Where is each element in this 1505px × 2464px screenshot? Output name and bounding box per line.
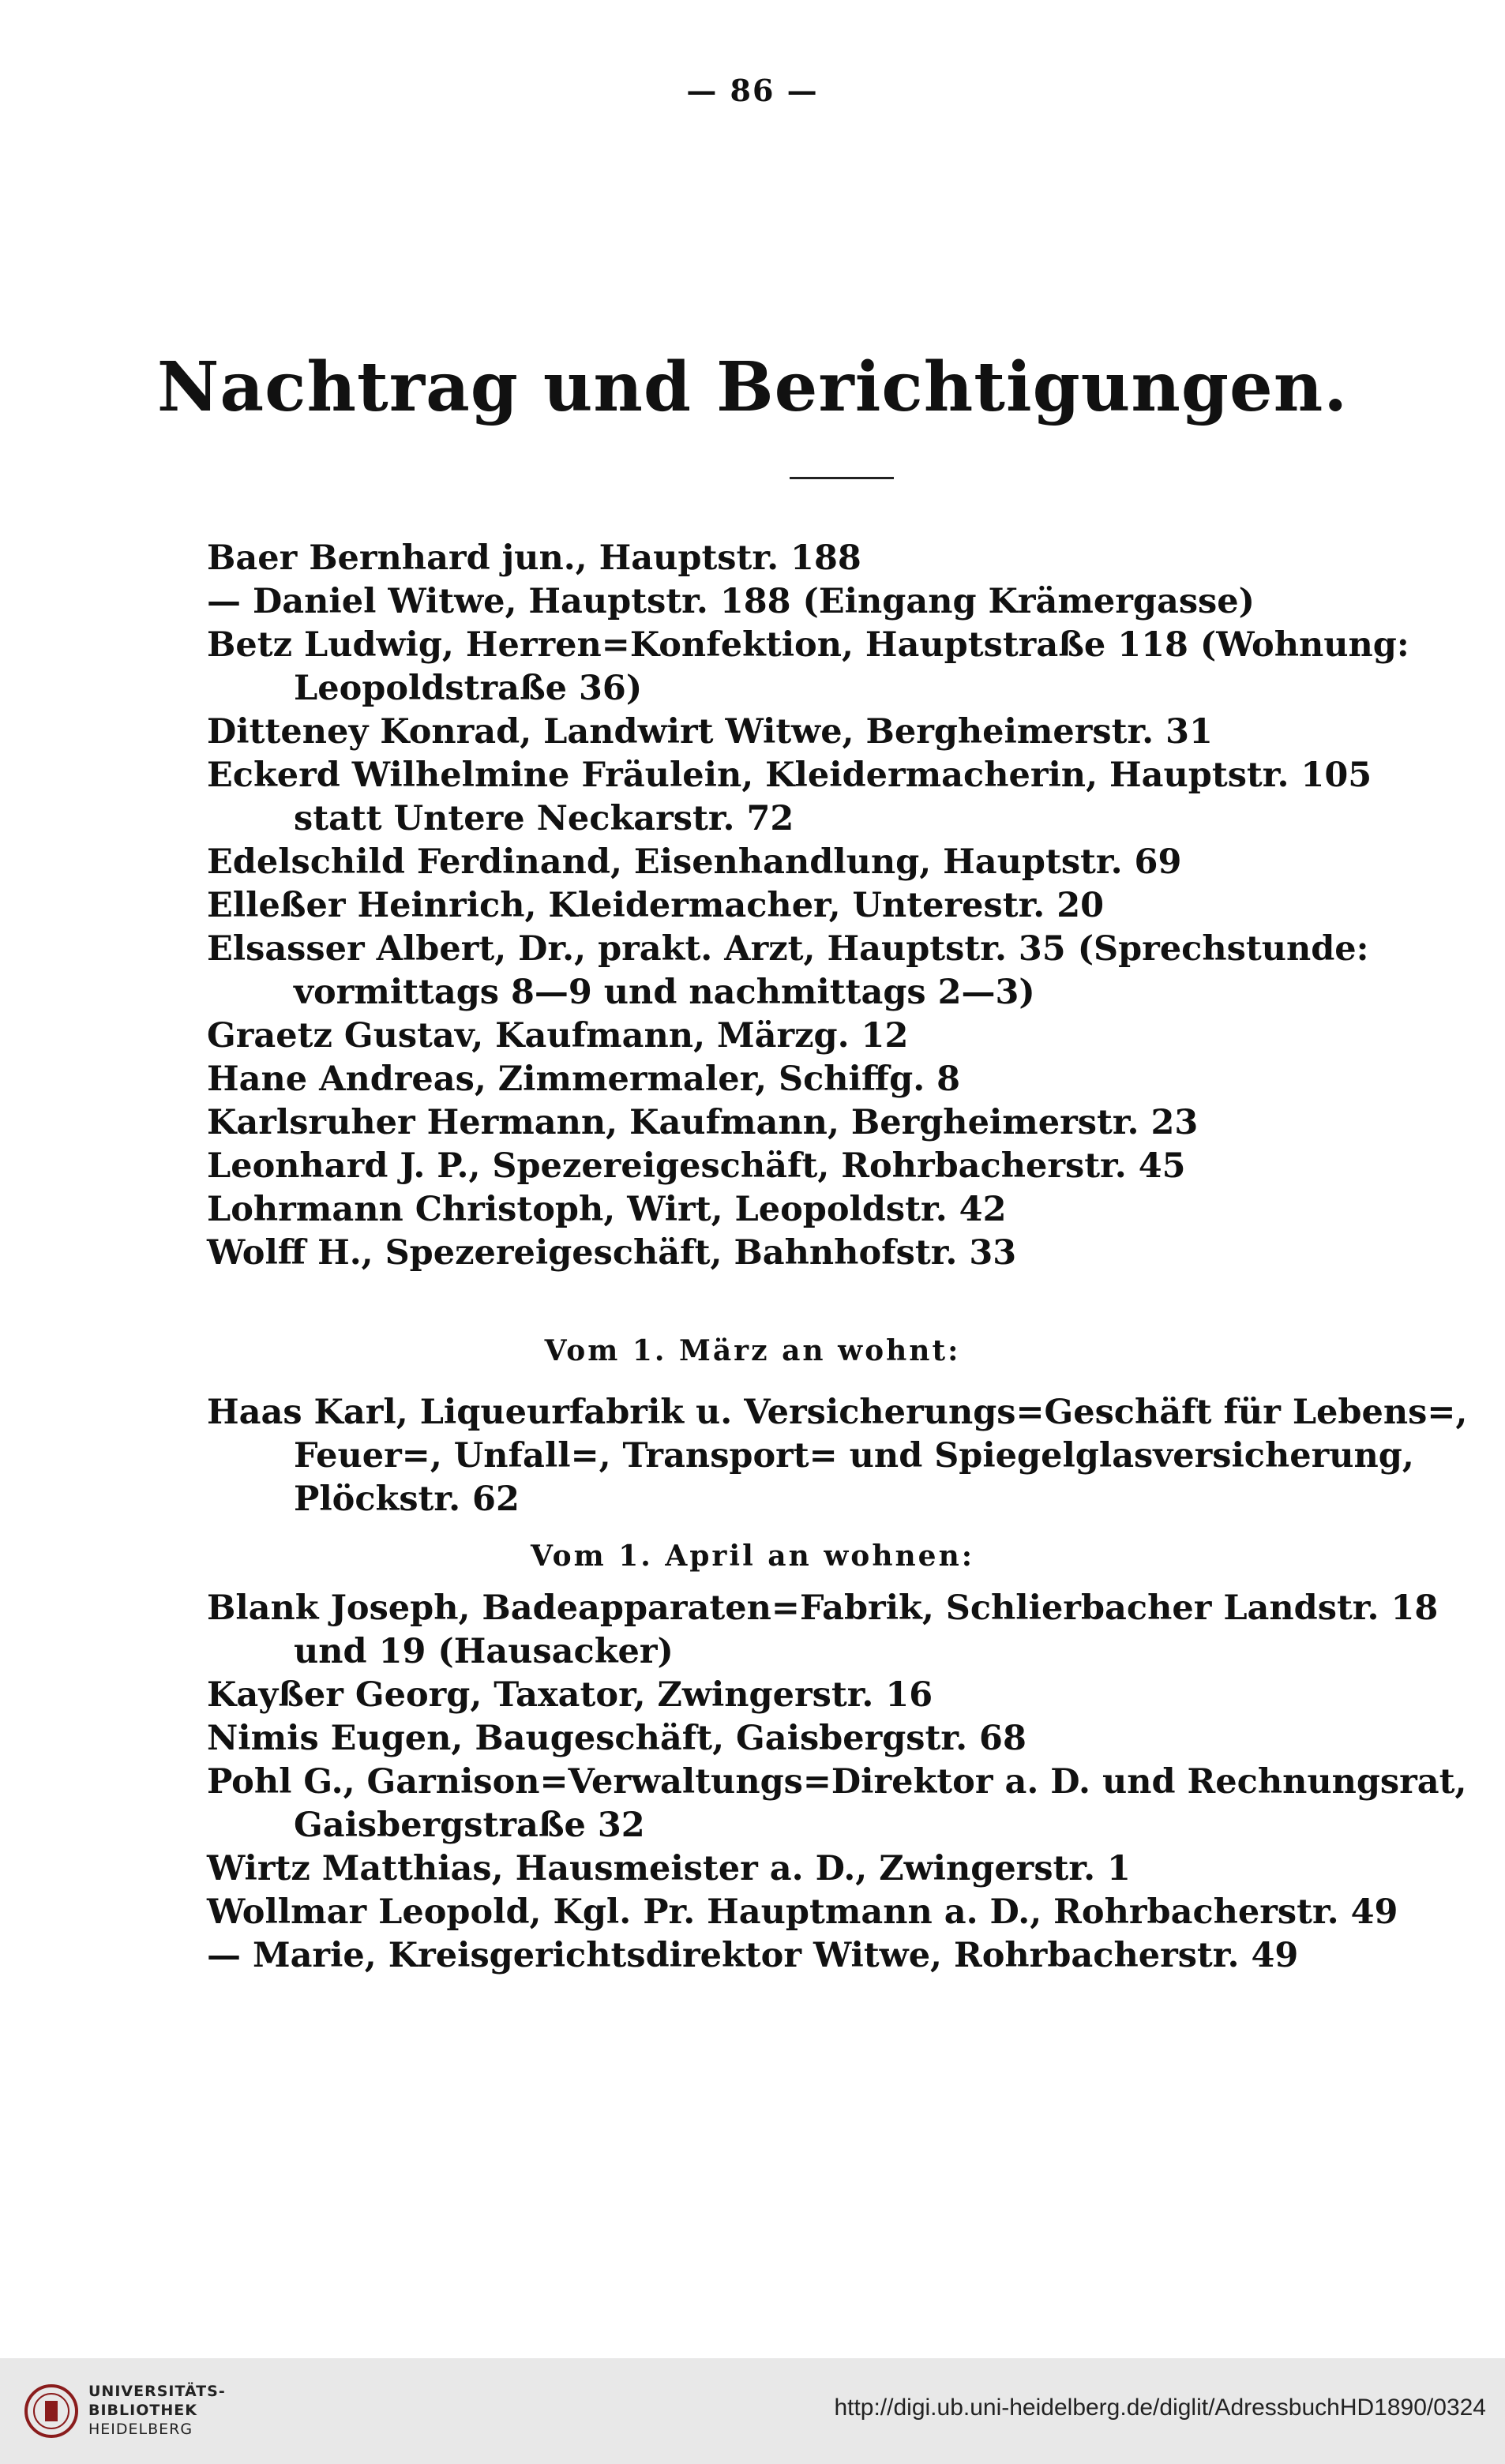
page-title: Nachtrag und Berichtigungen. xyxy=(156,347,1349,427)
list-item: Hane Andreas, Zimmermaler, Schiffg. 8 xyxy=(207,1059,961,1099)
list-item: Elleßer Heinrich, Kleidermacher, Unterestr. 20 xyxy=(207,886,1105,925)
list-item: Wolff H., Spezereigeschäft, Bahnhofstr. 33 xyxy=(207,1233,1017,1273)
section-heading-april: Vom 1. April an wohnen: xyxy=(530,1540,975,1573)
section-heading-march: Vom 1. März an wohnt: xyxy=(544,1334,961,1367)
list-item: Haas Karl, Liqueurfabrik u. Versicherungs=Geschäft für Lebens=, Feuer=, Unfall=, Transport= und Spiegelglasversicherung, Plöckstr. 62 xyxy=(207,1393,1468,1519)
footer-bar xyxy=(0,2358,1505,2464)
entries-block-march xyxy=(207,1391,1470,1521)
logo-line-3: HEIDELBERG xyxy=(88,2421,193,2438)
list-item: Ditteney Konrad, Landwirt Witwe, Bergheimerstr. 31 xyxy=(207,712,1213,752)
list-item: Kayßer Georg, Taxator, Zwingerstr. 16 xyxy=(207,1675,933,1715)
list-item: Wollmar Leopold, Kgl. Pr. Hauptmann a. D., Rohrbacherstr. 49 xyxy=(207,1892,1398,1932)
list-item: Lohrmann Christoph, Wirt, Leopoldstr. 42 xyxy=(207,1190,1007,1229)
list-item: Pohl G., Garnison=Verwaltungs=Direktor a. D. und Rechnungsrat, Gaisbergstraße 32 xyxy=(207,1762,1467,1845)
list-item: Blank Joseph, Badeapparaten=Fabrik, Schlierbacher Landstr. 18 und 19 (Hausacker) xyxy=(207,1588,1439,1671)
list-item: Leonhard J. P., Spezereigeschäft, Rohrbacherstr. 45 xyxy=(207,1146,1186,1186)
list-item: Wirtz Matthias, Hausmeister a. D., Zwingerstr. 1 xyxy=(207,1849,1131,1888)
list-item: — Marie, Kreisgerichtsdirektor Witwe, Rohrbacherstr. 49 xyxy=(207,1936,1299,1975)
list-item: Karlsruher Hermann, Kaufmann, Bergheimerstr. 23 xyxy=(207,1103,1199,1142)
list-item: Nimis Eugen, Baugeschäft, Gaisbergstr. 68 xyxy=(207,1719,1026,1758)
logo-line-1: UNIVERSITÄTS- xyxy=(88,2383,226,2400)
list-item: Elsasser Albert, Dr., prakt. Arzt, Hauptstr. 35 (Sprechstunde: vormittags 8—9 und nachmittags 2—3) xyxy=(207,929,1369,1012)
page-number: — 86 — xyxy=(686,73,819,108)
list-item: — Daniel Witwe, Hauptstr. 188 (Eingang Krämergasse) xyxy=(207,582,1255,621)
list-item: Graetz Gustav, Kaufmann, Märzg. 12 xyxy=(207,1016,909,1056)
source-url-link[interactable]: http://digi.ub.uni-heidelberg.de/diglit/AdressbuchHD1890/0324 xyxy=(834,2395,1486,2421)
list-item: Edelschild Ferdinand, Eisenhandlung, Hauptstr. 69 xyxy=(207,842,1182,882)
title-rule xyxy=(790,477,894,479)
library-seal-icon xyxy=(24,2383,79,2439)
logo-line-2: BIBLIOTHEK xyxy=(88,2402,197,2419)
list-item: Baer Bernhard jun., Hauptstr. 188 xyxy=(207,538,861,578)
entries-block-april xyxy=(207,1587,1470,1978)
library-logo-text xyxy=(88,2382,226,2439)
list-item: Eckerd Wilhelmine Fräulein, Kleidermacherin, Hauptstr. 105 statt Untere Neckarstr. 72 xyxy=(207,756,1372,838)
list-item: Betz Ludwig, Herren=Konfektion, Hauptstraße 118 (Wohnung: Leopoldstraße 36) xyxy=(207,625,1409,708)
entries-block-main xyxy=(207,537,1470,1275)
